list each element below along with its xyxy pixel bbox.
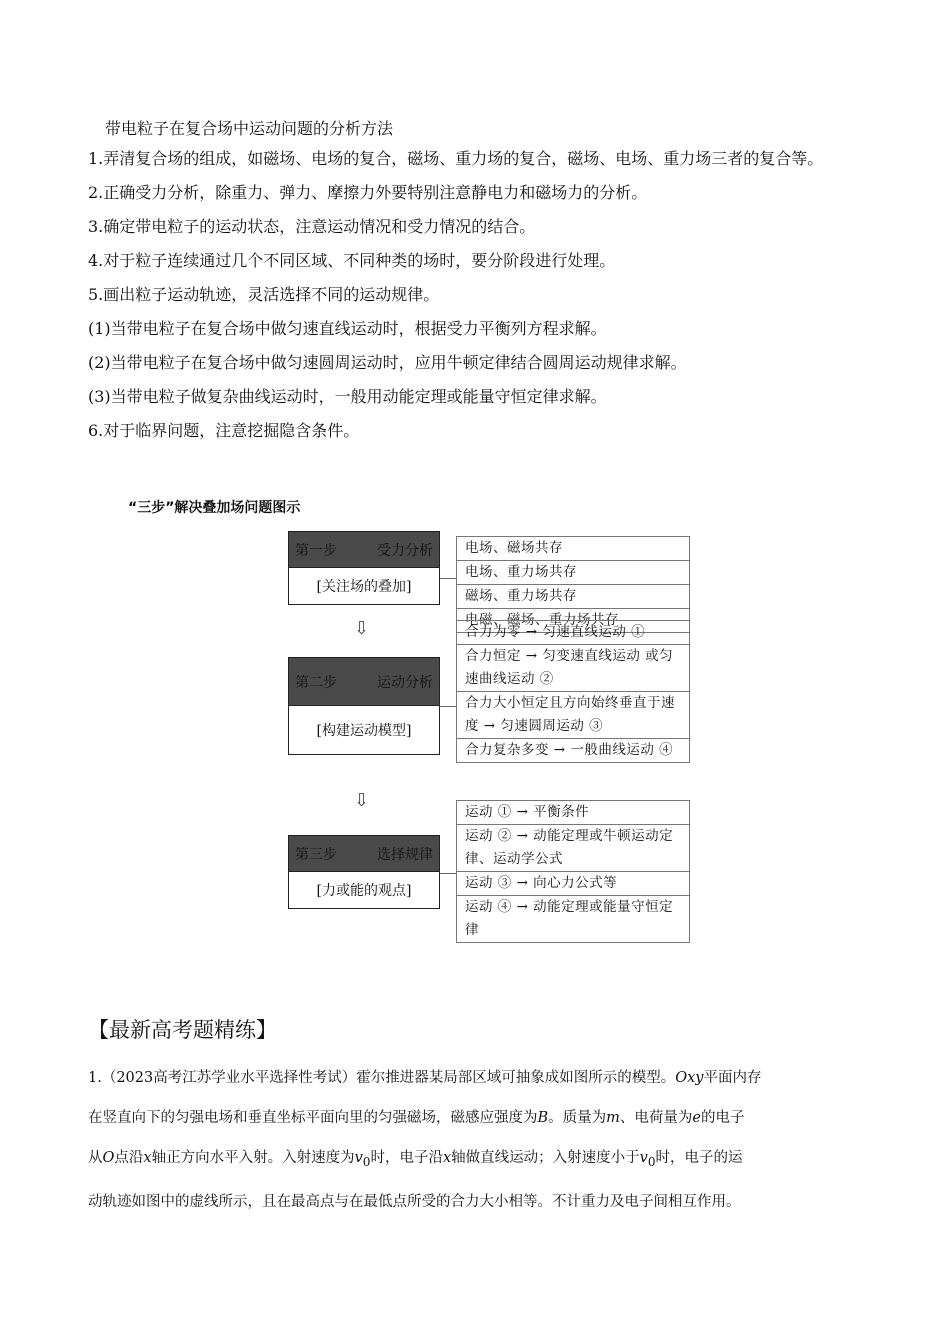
step-1-options	[456, 536, 690, 633]
math-var: x	[143, 1150, 152, 1166]
list-item: 3.确定带电粒子的运动状态，注意运动情况和受力情况的结合。	[88, 217, 536, 236]
list-item: 1.弄清复合场的组成，如磁场、电场的复合，磁场、重力场的复合，磁场、电场、重力场三者的复合等。	[88, 149, 824, 168]
math-var: e	[692, 1110, 701, 1126]
question-text: 从	[88, 1150, 103, 1166]
option-row: 运动 ② → 动能定理或牛顿运动定律、运动学公式	[457, 825, 689, 872]
math-var: v	[354, 1150, 363, 1166]
option-row: 电磁、磁场、重力场共存	[465, 612, 619, 628]
list-item: (1)当带电粒子在复合场中做匀速直线运动时，根据受力平衡列方程求解。	[88, 319, 607, 338]
option-row: 合力为零 → 匀速直线运动 ①	[457, 621, 689, 645]
question-line: 动轨迹如图中的虚线所示，且在最高点与在最低点所受的合力大小相等。不计重力及电子间相互作用。	[88, 1193, 741, 1210]
connector-line	[440, 706, 456, 707]
step-3-body: [力或能的观点]	[316, 883, 412, 899]
option-row: 电场、磁场共存	[457, 537, 689, 561]
down-arrow-icon: ⇩	[354, 618, 370, 639]
list-item: (3)当带电粒子做复杂曲线运动时，一般用动能定理或能量守恒定律求解。	[88, 387, 607, 406]
option-row: 合力大小恒定且方向始终垂直于速度 → 匀速圆周运动 ③	[457, 692, 689, 739]
list-item: 4.对于粒子连续通过几个不同区域、不同种类的场时，要分阶段进行处理。	[88, 251, 616, 270]
step-3-number: 第三步	[295, 846, 337, 863]
step-1-label: 受力分析	[377, 542, 433, 559]
section-heading: 带电粒子在复合场中运动问题的分析方法	[105, 119, 394, 138]
diagram-title: “三步”解决叠加场问题图示	[128, 500, 301, 516]
step-2-body: [构建运动模型]	[316, 723, 412, 739]
question-text: 时，电子沿	[370, 1150, 443, 1166]
step-1-head	[289, 532, 439, 568]
step-3-box	[288, 835, 440, 909]
math-var: O	[102, 1150, 115, 1166]
list-item: (2)当带电粒子在复合场中做匀速圆周运动时，应用牛顿定律结合圆周运动规律求解。	[88, 353, 687, 372]
math-var: x	[442, 1150, 452, 1166]
list-item: 2.正确受力分析，除重力、弹力、摩擦力外要特别注意静电力和磁场力的分析。	[88, 183, 648, 202]
step-1-box	[288, 531, 440, 605]
section-title: 【最新高考题精练】	[88, 1018, 277, 1042]
step-1-body: [关注场的叠加]	[316, 579, 412, 595]
step-3-options	[456, 800, 690, 943]
math-sub: 0	[362, 1154, 371, 1169]
question-text: 轴做直线运动；入射速度小于	[451, 1150, 640, 1166]
question-text: 1.（2023高考江苏学业水平选择性考试）霍尔推进器某局部区域可抽象成如图所示的模型。	[88, 1070, 676, 1086]
question-line	[88, 1058, 868, 1098]
question-text: 在竖直向下的匀强电场和垂直坐标平面向里的匀强磁场，磁感应强度为	[88, 1110, 538, 1126]
question-text: 轴正方向水平入射。入射速度为	[151, 1150, 355, 1166]
question-line	[88, 1098, 868, 1138]
question-1	[88, 1058, 868, 1222]
step-2-options	[456, 620, 690, 763]
question-text: 时，电子的运	[655, 1150, 743, 1166]
option-row: 电场、重力场共存	[457, 561, 689, 585]
connector-line	[440, 873, 456, 874]
step-2-number: 第二步	[295, 674, 337, 691]
math-var: B	[537, 1110, 549, 1126]
math-var: m	[606, 1110, 620, 1126]
step-2-head	[289, 658, 439, 706]
option-row: 运动 ① → 平衡条件	[457, 801, 689, 825]
step-1-number: 第一步	[295, 542, 337, 559]
option-row: 磁场、重力场共存	[457, 585, 689, 609]
question-text: 。质量为	[548, 1110, 607, 1126]
method-list	[88, 142, 868, 448]
math-sub: 0	[647, 1154, 656, 1169]
option-row: 合力恒定 → 匀变速直线运动 或匀速曲线运动 ②	[457, 645, 689, 692]
option-row: 运动 ③ → 向心力公式等	[457, 872, 689, 896]
list-item: 5.画出粒子运动轨迹，灵活选择不同的运动规律。	[88, 285, 440, 304]
question-text: 、电荷量为	[619, 1110, 693, 1126]
option-row: 运动 ④ → 动能定理或能量守恒定律	[465, 899, 674, 938]
option-row: 合力复杂多变 → 一般曲线运动 ④	[465, 742, 674, 758]
list-item: 6.对于临界问题，注意挖掘隐含条件。	[88, 421, 360, 440]
math-var: Oxy	[675, 1070, 704, 1086]
question-text: 点沿	[114, 1150, 144, 1166]
connector-line	[440, 578, 456, 579]
question-line	[88, 1138, 868, 1182]
question-text: 平面内存	[703, 1070, 762, 1086]
step-3-label: 选择规律	[377, 846, 433, 863]
down-arrow-icon: ⇩	[354, 790, 370, 811]
math-var: v	[639, 1150, 648, 1166]
step-2-label: 运动分析	[377, 674, 433, 691]
three-step-diagram	[288, 528, 692, 940]
question-text: 的电子	[701, 1110, 745, 1126]
step-2-box	[288, 657, 440, 755]
step-3-head	[289, 836, 439, 872]
